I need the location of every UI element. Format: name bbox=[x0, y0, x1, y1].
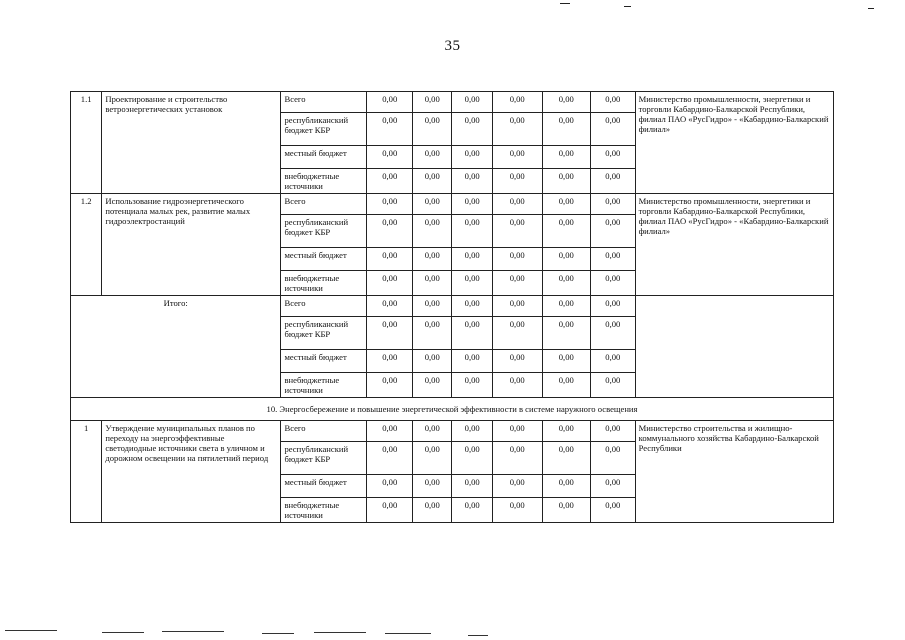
funding-value: 0,00 bbox=[367, 498, 413, 523]
funding-value: 0,00 bbox=[492, 421, 542, 442]
funding-value: 0,00 bbox=[492, 92, 542, 113]
funding-value: 0,00 bbox=[591, 350, 636, 373]
funding-value: 0,00 bbox=[452, 92, 492, 113]
executor: Министерство строительства и жилищно-коммунального хозяйства Кабардино-Балкарской Республики bbox=[635, 421, 833, 523]
table-row bbox=[71, 194, 834, 215]
section-title: 10. Энергосбережение и повышение энергетической эффективности в системе наружного освещения bbox=[71, 398, 834, 421]
funding-source: внебюджетные источники bbox=[281, 169, 367, 194]
funding-value: 0,00 bbox=[452, 194, 492, 215]
funding-value: 0,00 bbox=[367, 92, 413, 113]
funding-value: 0,00 bbox=[413, 373, 452, 398]
funding-source: внебюджетные источники bbox=[281, 498, 367, 523]
funding-value: 0,00 bbox=[492, 317, 542, 350]
funding-source: Всего bbox=[281, 194, 367, 215]
funding-source: местный бюджет bbox=[281, 475, 367, 498]
funding-source: республиканский бюджет КБР bbox=[281, 442, 367, 475]
funding-value: 0,00 bbox=[367, 146, 413, 169]
funding-value: 0,00 bbox=[452, 421, 492, 442]
funding-value: 0,00 bbox=[452, 215, 492, 248]
funding-value: 0,00 bbox=[591, 113, 636, 146]
funding-value: 0,00 bbox=[591, 194, 636, 215]
funding-source: республиканский бюджет КБР bbox=[281, 317, 367, 350]
executor-empty bbox=[635, 296, 833, 398]
funding-value: 0,00 bbox=[542, 215, 591, 248]
funding-value: 0,00 bbox=[367, 194, 413, 215]
scan-top-marks bbox=[0, 0, 905, 14]
funding-value: 0,00 bbox=[542, 194, 591, 215]
funding-value: 0,00 bbox=[413, 296, 452, 317]
scan-bottom-marks bbox=[0, 628, 905, 640]
funding-value: 0,00 bbox=[492, 113, 542, 146]
funding-value: 0,00 bbox=[452, 169, 492, 194]
funding-value: 0,00 bbox=[591, 169, 636, 194]
funding-value: 0,00 bbox=[413, 146, 452, 169]
funding-value: 0,00 bbox=[542, 350, 591, 373]
funding-source: местный бюджет bbox=[281, 248, 367, 271]
funding-value: 0,00 bbox=[452, 248, 492, 271]
funding-value: 0,00 bbox=[492, 442, 542, 475]
table-row bbox=[71, 421, 834, 442]
funding-value: 0,00 bbox=[413, 442, 452, 475]
funding-value: 0,00 bbox=[542, 475, 591, 498]
funding-value: 0,00 bbox=[492, 350, 542, 373]
funding-value: 0,00 bbox=[367, 317, 413, 350]
funding-source: республиканский бюджет КБР bbox=[281, 215, 367, 248]
measure-name: Утверждение муниципальных планов по переходу на энергоэффективные светодиодные источники света в уличном и дорожном освещении на пятилетний период bbox=[102, 421, 281, 523]
funding-value: 0,00 bbox=[413, 113, 452, 146]
funding-value: 0,00 bbox=[367, 271, 413, 296]
funding-value: 0,00 bbox=[367, 215, 413, 248]
funding-value: 0,00 bbox=[452, 475, 492, 498]
funding-value: 0,00 bbox=[591, 442, 636, 475]
funding-value: 0,00 bbox=[413, 475, 452, 498]
funding-value: 0,00 bbox=[413, 194, 452, 215]
funding-value: 0,00 bbox=[367, 421, 413, 442]
funding-value: 0,00 bbox=[492, 498, 542, 523]
funding-value: 0,00 bbox=[492, 296, 542, 317]
funding-value: 0,00 bbox=[367, 296, 413, 317]
funding-value: 0,00 bbox=[542, 317, 591, 350]
funding-value: 0,00 bbox=[367, 350, 413, 373]
row-index: 1 bbox=[71, 421, 102, 523]
funding-value: 0,00 bbox=[492, 194, 542, 215]
funding-value: 0,00 bbox=[452, 271, 492, 296]
funding-source: внебюджетные источники bbox=[281, 373, 367, 398]
row-index: 1.1 bbox=[71, 92, 102, 194]
funding-value: 0,00 bbox=[492, 271, 542, 296]
funding-source: Всего bbox=[281, 421, 367, 442]
funding-value: 0,00 bbox=[542, 296, 591, 317]
funding-value: 0,00 bbox=[452, 373, 492, 398]
funding-value: 0,00 bbox=[367, 248, 413, 271]
funding-value: 0,00 bbox=[542, 92, 591, 113]
funding-value: 0,00 bbox=[452, 350, 492, 373]
funding-value: 0,00 bbox=[452, 498, 492, 523]
funding-source: местный бюджет bbox=[281, 146, 367, 169]
funding-value: 0,00 bbox=[413, 169, 452, 194]
program-table bbox=[70, 91, 834, 523]
funding-value: 0,00 bbox=[413, 248, 452, 271]
funding-value: 0,00 bbox=[591, 475, 636, 498]
funding-value: 0,00 bbox=[413, 271, 452, 296]
funding-value: 0,00 bbox=[367, 113, 413, 146]
funding-value: 0,00 bbox=[367, 169, 413, 194]
funding-value: 0,00 bbox=[542, 271, 591, 296]
measure-name: Проектирование и строительство ветроэнергетических установок bbox=[102, 92, 281, 194]
funding-value: 0,00 bbox=[591, 146, 636, 169]
funding-value: 0,00 bbox=[591, 317, 636, 350]
funding-value: 0,00 bbox=[492, 215, 542, 248]
measure-name: Использование гидроэнергетического потенциала малых рек, развитие малых гидроэлектростанций bbox=[102, 194, 281, 296]
funding-value: 0,00 bbox=[542, 498, 591, 523]
funding-value: 0,00 bbox=[591, 248, 636, 271]
funding-value: 0,00 bbox=[542, 421, 591, 442]
funding-source: Всего bbox=[281, 296, 367, 317]
executor: Министерство промышленности, энергетики и торговли Кабардино-Балкарской Республики, филиал ПАО «РусГидро» - «Кабардино-Балкарский филиал» bbox=[635, 92, 833, 194]
funding-value: 0,00 bbox=[591, 421, 636, 442]
funding-value: 0,00 bbox=[492, 169, 542, 194]
funding-value: 0,00 bbox=[452, 317, 492, 350]
funding-value: 0,00 bbox=[413, 317, 452, 350]
funding-value: 0,00 bbox=[542, 113, 591, 146]
executor: Министерство промышленности, энергетики и торговли Кабардино-Балкарской Республики, филиал ПАО «РусГидро» - «Кабардино-Балкарский филиал» bbox=[635, 194, 833, 296]
funding-value: 0,00 bbox=[413, 421, 452, 442]
funding-value: 0,00 bbox=[591, 498, 636, 523]
funding-value: 0,00 bbox=[413, 215, 452, 248]
funding-value: 0,00 bbox=[452, 442, 492, 475]
funding-value: 0,00 bbox=[413, 498, 452, 523]
funding-source: Всего bbox=[281, 92, 367, 113]
table-row bbox=[71, 296, 834, 317]
funding-value: 0,00 bbox=[492, 373, 542, 398]
funding-value: 0,00 bbox=[542, 169, 591, 194]
funding-value: 0,00 bbox=[542, 146, 591, 169]
funding-value: 0,00 bbox=[367, 373, 413, 398]
funding-value: 0,00 bbox=[591, 215, 636, 248]
funding-source: республиканский бюджет КБР bbox=[281, 113, 367, 146]
funding-value: 0,00 bbox=[413, 92, 452, 113]
funding-source: местный бюджет bbox=[281, 350, 367, 373]
funding-value: 0,00 bbox=[367, 475, 413, 498]
funding-value: 0,00 bbox=[591, 296, 636, 317]
funding-value: 0,00 bbox=[542, 248, 591, 271]
page-number: 35 bbox=[444, 38, 461, 54]
funding-value: 0,00 bbox=[591, 271, 636, 296]
funding-value: 0,00 bbox=[452, 113, 492, 146]
funding-value: 0,00 bbox=[452, 146, 492, 169]
funding-value: 0,00 bbox=[492, 146, 542, 169]
funding-value: 0,00 bbox=[591, 373, 636, 398]
funding-value: 0,00 bbox=[413, 350, 452, 373]
funding-value: 0,00 bbox=[367, 442, 413, 475]
funding-value: 0,00 bbox=[492, 248, 542, 271]
table-row bbox=[71, 92, 834, 113]
funding-value: 0,00 bbox=[542, 373, 591, 398]
funding-value: 0,00 bbox=[492, 475, 542, 498]
funding-source: внебюджетные источники bbox=[281, 271, 367, 296]
funding-value: 0,00 bbox=[452, 296, 492, 317]
total-label: Итого: bbox=[71, 296, 281, 398]
funding-value: 0,00 bbox=[542, 442, 591, 475]
table-body bbox=[71, 92, 834, 523]
funding-value: 0,00 bbox=[591, 92, 636, 113]
row-index: 1.2 bbox=[71, 194, 102, 296]
section-header-row bbox=[71, 398, 834, 421]
